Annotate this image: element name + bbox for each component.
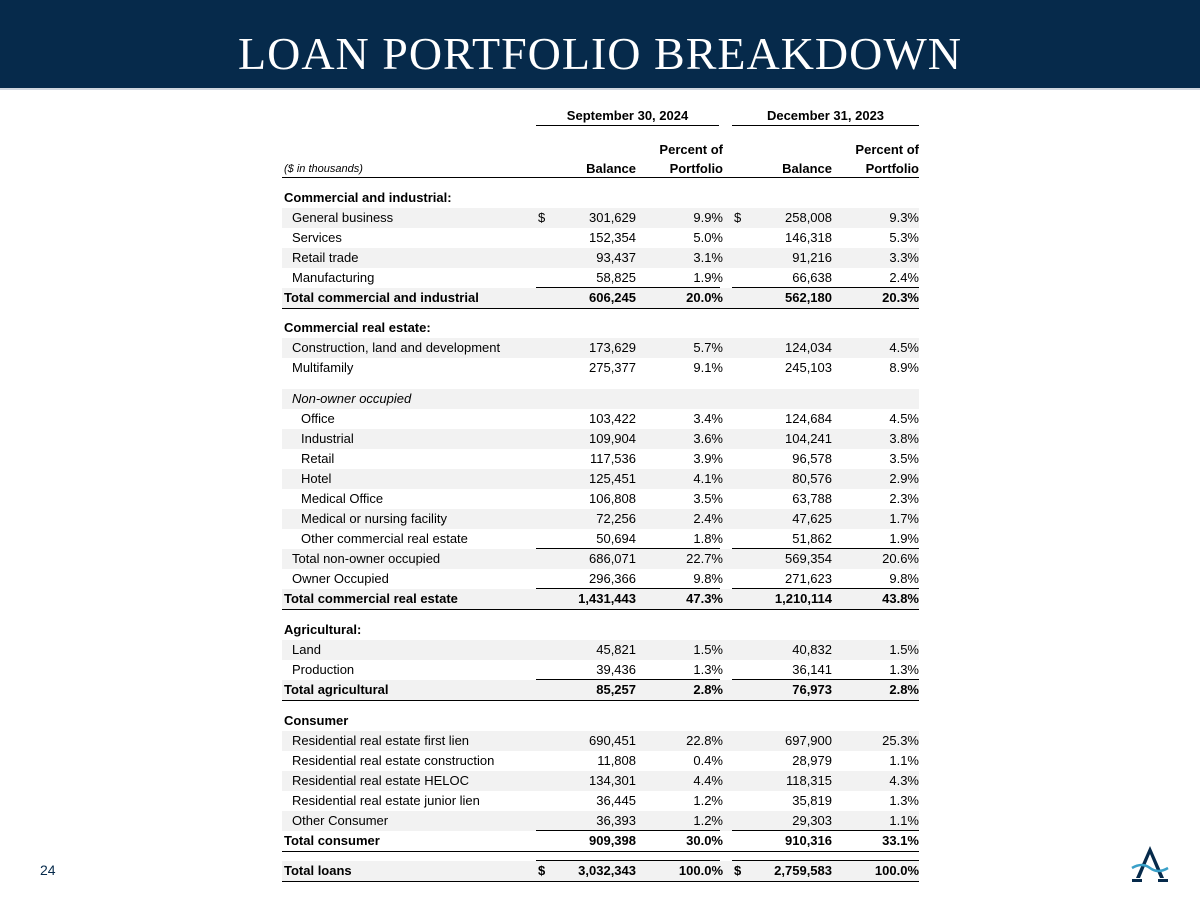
row-label: Manufacturing bbox=[292, 270, 375, 285]
percent-dec-2023: 25.3% bbox=[882, 733, 919, 748]
row-label: Agricultural: bbox=[284, 622, 362, 637]
row-label: Industrial bbox=[301, 431, 354, 446]
table-row bbox=[282, 338, 919, 358]
percent-sep-2024: 3.9% bbox=[693, 451, 723, 466]
percent-sep-2024: 9.8% bbox=[693, 571, 723, 586]
percent-sep-2024: 22.7% bbox=[686, 551, 723, 566]
row-label: General business bbox=[292, 210, 394, 225]
balance-sep-2024: 3,032,343 bbox=[578, 863, 636, 878]
percent-sep-2024: 9.9% bbox=[693, 210, 723, 225]
row-label: Medical Office bbox=[301, 491, 384, 506]
balance-header-2: Balance bbox=[782, 161, 832, 176]
row-bottom-rule bbox=[282, 700, 919, 701]
percent-sep-2024: 100.0% bbox=[678, 863, 723, 878]
period-underline-1 bbox=[536, 125, 719, 126]
row-label: Residential real estate junior lien bbox=[292, 793, 480, 808]
units-note: ($ in thousands) bbox=[284, 163, 363, 175]
balance-dec-2023: 2,759,583 bbox=[774, 863, 832, 878]
row-label: Retail trade bbox=[292, 250, 359, 265]
percent-dec-2023: 3.5% bbox=[889, 451, 919, 466]
balance-sep-2024: 106,808 bbox=[589, 491, 636, 506]
total-rule bbox=[536, 860, 631, 861]
table-row bbox=[282, 751, 919, 771]
slide-header bbox=[0, 0, 1200, 90]
table-row bbox=[282, 208, 919, 228]
percent-sep-2024: 0.4% bbox=[693, 753, 723, 768]
percent-sep-2024: 4.1% bbox=[693, 471, 723, 486]
total-rule bbox=[536, 548, 631, 549]
dollar-sign: $ bbox=[734, 863, 742, 878]
row-label: Total commercial real estate bbox=[284, 591, 458, 606]
percent-sep-2024: 3.4% bbox=[693, 411, 723, 426]
total-rule bbox=[626, 588, 720, 589]
balance-sep-2024: 72,256 bbox=[596, 511, 636, 526]
percent-dec-2023: 4.5% bbox=[889, 411, 919, 426]
table-row bbox=[282, 549, 919, 569]
percent-sep-2024: 5.7% bbox=[693, 340, 723, 355]
balance-dec-2023: 47,625 bbox=[792, 511, 832, 526]
row-label: Land bbox=[292, 642, 321, 657]
row-label: Other Consumer bbox=[292, 813, 389, 828]
balance-sep-2024: 606,245 bbox=[589, 290, 636, 305]
balance-sep-2024: 690,451 bbox=[589, 733, 636, 748]
percent-dec-2023: 1.5% bbox=[889, 642, 919, 657]
row-label: Residential real estate first lien bbox=[292, 733, 470, 748]
row-bottom-rule bbox=[282, 609, 919, 610]
dollar-sign: $ bbox=[538, 863, 546, 878]
table-row bbox=[282, 811, 919, 831]
percent-dec-2023: 43.8% bbox=[882, 591, 919, 606]
balance-sep-2024: 39,436 bbox=[596, 662, 636, 677]
row-label: Total commercial and industrial bbox=[284, 290, 479, 305]
balance-dec-2023: 258,008 bbox=[785, 210, 832, 225]
balance-dec-2023: 63,788 bbox=[792, 491, 832, 506]
percent-dec-2023: 3.3% bbox=[889, 250, 919, 265]
row-label: Non-owner occupied bbox=[292, 391, 412, 406]
balance-dec-2023: 29,303 bbox=[792, 813, 832, 828]
balance-sep-2024: 85,257 bbox=[596, 682, 636, 697]
balance-sep-2024: 152,354 bbox=[589, 230, 636, 245]
balance-sep-2024: 125,451 bbox=[589, 471, 636, 486]
percent-dec-2023: 2.8% bbox=[889, 682, 919, 697]
percent-dec-2023: 2.4% bbox=[889, 270, 919, 285]
total-rule bbox=[828, 830, 919, 831]
page-title: LOAN PORTFOLIO BREAKDOWN bbox=[238, 28, 962, 79]
percent-dec-2023: 8.9% bbox=[889, 360, 919, 375]
table-row bbox=[282, 861, 919, 881]
row-label: Total consumer bbox=[284, 833, 380, 848]
total-rule bbox=[732, 860, 828, 861]
percent-dec-2023: 1.1% bbox=[889, 753, 919, 768]
percent-dec-2023: 1.1% bbox=[889, 813, 919, 828]
balance-sep-2024: 909,398 bbox=[589, 833, 636, 848]
percent-sep-2024: 20.0% bbox=[686, 290, 723, 305]
company-logo-icon bbox=[1128, 842, 1172, 884]
table-row bbox=[282, 248, 919, 268]
percent-dec-2023: 33.1% bbox=[882, 833, 919, 848]
balance-sep-2024: 58,825 bbox=[596, 270, 636, 285]
table-row bbox=[282, 771, 919, 791]
percent-dec-2023: 1.9% bbox=[889, 531, 919, 546]
row-label: Total agricultural bbox=[284, 682, 389, 697]
table-row bbox=[282, 449, 919, 469]
table-row bbox=[282, 640, 919, 660]
balance-sep-2024: 1,431,443 bbox=[578, 591, 636, 606]
percent-header-1-line2: Portfolio bbox=[669, 161, 723, 176]
table-row bbox=[282, 489, 919, 509]
row-label: Commercial real estate: bbox=[284, 320, 431, 335]
balance-dec-2023: 28,979 bbox=[792, 753, 832, 768]
row-label: Owner Occupied bbox=[292, 571, 389, 586]
percent-sep-2024: 3.1% bbox=[693, 250, 723, 265]
table-row bbox=[282, 589, 919, 609]
percent-dec-2023: 4.5% bbox=[889, 340, 919, 355]
period-header-sep-2024: September 30, 2024 bbox=[566, 108, 689, 123]
balance-sep-2024: 117,536 bbox=[589, 451, 636, 466]
table-row bbox=[282, 680, 919, 700]
percent-sep-2024: 1.2% bbox=[693, 793, 723, 808]
balance-sep-2024: 109,904 bbox=[589, 431, 636, 446]
percent-sep-2024: 5.0% bbox=[693, 230, 723, 245]
percent-dec-2023: 2.9% bbox=[889, 471, 919, 486]
balance-sep-2024: 686,071 bbox=[589, 551, 636, 566]
percent-sep-2024: 30.0% bbox=[686, 833, 723, 848]
total-rule bbox=[828, 548, 919, 549]
percent-dec-2023: 5.3% bbox=[889, 230, 919, 245]
table-row bbox=[282, 268, 919, 288]
row-label: Consumer bbox=[284, 713, 349, 728]
balance-dec-2023: 96,578 bbox=[792, 451, 832, 466]
balance-dec-2023: 124,684 bbox=[785, 411, 832, 426]
percent-header-2-line2: Portfolio bbox=[865, 161, 919, 176]
row-label: Residential real estate HELOC bbox=[292, 773, 470, 788]
table-row bbox=[282, 731, 919, 751]
table-row bbox=[282, 529, 919, 549]
table-row bbox=[282, 660, 919, 680]
balance-dec-2023: 245,103 bbox=[785, 360, 832, 375]
percent-dec-2023: 2.3% bbox=[889, 491, 919, 506]
percent-sep-2024: 22.8% bbox=[686, 733, 723, 748]
percent-sep-2024: 1.9% bbox=[693, 270, 723, 285]
total-rule bbox=[732, 287, 828, 288]
row-label: Total non-owner occupied bbox=[292, 551, 441, 566]
balance-dec-2023: 80,576 bbox=[792, 471, 832, 486]
dollar-sign: $ bbox=[538, 210, 546, 225]
balance-sep-2024: 275,377 bbox=[589, 360, 636, 375]
percent-dec-2023: 9.3% bbox=[889, 210, 919, 225]
total-rule bbox=[828, 679, 919, 680]
table-row bbox=[282, 791, 919, 811]
table-row bbox=[282, 831, 919, 851]
balance-dec-2023: 76,973 bbox=[792, 682, 832, 697]
percent-sep-2024: 9.1% bbox=[693, 360, 723, 375]
balance-sep-2024: 296,366 bbox=[589, 571, 636, 586]
table-row bbox=[282, 509, 919, 529]
balance-sep-2024: 103,422 bbox=[589, 411, 636, 426]
table-row bbox=[282, 358, 919, 378]
total-rule bbox=[536, 287, 631, 288]
balance-sep-2024: 45,821 bbox=[596, 642, 636, 657]
balance-dec-2023: 91,216 bbox=[792, 250, 832, 265]
period-underline-2 bbox=[732, 125, 919, 126]
balance-dec-2023: 40,832 bbox=[792, 642, 832, 657]
percent-sep-2024: 1.3% bbox=[693, 662, 723, 677]
row-label: Residential real estate construction bbox=[292, 753, 495, 768]
balance-sep-2024: 11,808 bbox=[597, 753, 636, 768]
row-label: Retail bbox=[301, 451, 335, 466]
percent-sep-2024: 1.8% bbox=[693, 531, 723, 546]
balance-dec-2023: 66,638 bbox=[792, 270, 832, 285]
total-rule bbox=[626, 287, 720, 288]
balance-dec-2023: 124,034 bbox=[785, 340, 832, 355]
row-label: Production bbox=[292, 662, 355, 677]
table-row bbox=[282, 188, 919, 208]
row-label: Services bbox=[292, 230, 342, 245]
total-rule bbox=[626, 548, 720, 549]
balance-dec-2023: 36,141 bbox=[792, 662, 832, 677]
total-rule bbox=[828, 860, 919, 861]
total-rule bbox=[732, 548, 828, 549]
row-bottom-rule bbox=[282, 851, 919, 852]
balance-sep-2024: 50,694 bbox=[596, 531, 636, 546]
percent-dec-2023: 1.7% bbox=[889, 511, 919, 526]
percent-dec-2023: 20.3% bbox=[882, 290, 919, 305]
row-bottom-rule bbox=[282, 881, 919, 882]
balance-dec-2023: 697,900 bbox=[785, 733, 832, 748]
row-label: Office bbox=[301, 411, 335, 426]
balance-sep-2024: 36,445 bbox=[596, 793, 636, 808]
table-row bbox=[282, 228, 919, 248]
total-rule bbox=[732, 588, 828, 589]
balance-dec-2023: 1,210,114 bbox=[774, 591, 832, 606]
balance-dec-2023: 569,354 bbox=[785, 551, 832, 566]
balance-dec-2023: 910,316 bbox=[785, 833, 832, 848]
total-rule bbox=[828, 588, 919, 589]
table-row bbox=[282, 288, 919, 308]
table-row bbox=[282, 318, 919, 338]
percent-sep-2024: 3.5% bbox=[693, 491, 723, 506]
percent-dec-2023: 100.0% bbox=[874, 863, 919, 878]
row-label: Multifamily bbox=[292, 360, 354, 375]
row-label: Commercial and industrial: bbox=[284, 190, 452, 205]
percent-dec-2023: 9.8% bbox=[889, 571, 919, 586]
balance-dec-2023: 146,318 bbox=[785, 230, 832, 245]
percent-sep-2024: 4.4% bbox=[693, 773, 723, 788]
balance-sep-2024: 134,301 bbox=[589, 773, 636, 788]
percent-sep-2024: 1.2% bbox=[693, 813, 723, 828]
period-header-dec-2023: December 31, 2023 bbox=[766, 108, 885, 123]
balance-dec-2023: 35,819 bbox=[792, 793, 832, 808]
row-label: Construction, land and development bbox=[292, 340, 501, 355]
total-rule bbox=[626, 830, 720, 831]
dollar-sign: $ bbox=[734, 210, 742, 225]
total-rule bbox=[536, 830, 631, 831]
percent-dec-2023: 4.3% bbox=[889, 773, 919, 788]
percent-sep-2024: 3.6% bbox=[693, 431, 723, 446]
percent-sep-2024: 2.4% bbox=[693, 511, 723, 526]
balance-dec-2023: 271,623 bbox=[785, 571, 832, 586]
balance-dec-2023: 51,862 bbox=[792, 531, 832, 546]
percent-dec-2023: 20.6% bbox=[882, 551, 919, 566]
total-rule bbox=[536, 588, 631, 589]
balance-dec-2023: 562,180 bbox=[785, 290, 832, 305]
balance-sep-2024: 301,629 bbox=[589, 210, 636, 225]
table-row bbox=[282, 469, 919, 489]
row-label: Medical or nursing facility bbox=[301, 511, 447, 526]
total-rule bbox=[536, 679, 631, 680]
percent-header-2-line1: Percent of bbox=[855, 142, 919, 157]
table-row bbox=[282, 620, 919, 640]
total-rule bbox=[828, 287, 919, 288]
percent-dec-2023: 1.3% bbox=[889, 662, 919, 677]
percent-sep-2024: 1.5% bbox=[693, 642, 723, 657]
row-label: Total loans bbox=[284, 863, 352, 878]
header-underline bbox=[282, 177, 919, 178]
balance-sep-2024: 93,437 bbox=[596, 250, 636, 265]
table-row bbox=[282, 569, 919, 589]
percent-dec-2023: 1.3% bbox=[889, 793, 919, 808]
balance-sep-2024: 173,629 bbox=[589, 340, 636, 355]
percent-sep-2024: 2.8% bbox=[693, 682, 723, 697]
total-rule bbox=[626, 860, 720, 861]
percent-sep-2024: 47.3% bbox=[686, 591, 723, 606]
balance-dec-2023: 118,315 bbox=[785, 773, 832, 788]
balance-sep-2024: 36,393 bbox=[596, 813, 636, 828]
balance-dec-2023: 104,241 bbox=[785, 431, 832, 446]
row-label: Hotel bbox=[301, 471, 332, 486]
balance-header-1: Balance bbox=[586, 161, 636, 176]
table-row bbox=[282, 389, 919, 409]
percent-dec-2023: 3.8% bbox=[889, 431, 919, 446]
row-bottom-rule bbox=[282, 308, 919, 309]
total-rule bbox=[732, 679, 828, 680]
total-rule bbox=[732, 830, 828, 831]
row-label: Other commercial real estate bbox=[301, 531, 468, 546]
page-number: 24 bbox=[40, 862, 56, 878]
percent-header-1-line1: Percent of bbox=[659, 142, 723, 157]
total-rule bbox=[626, 679, 720, 680]
table-row bbox=[282, 429, 919, 449]
table-row bbox=[282, 711, 919, 731]
table-row bbox=[282, 409, 919, 429]
